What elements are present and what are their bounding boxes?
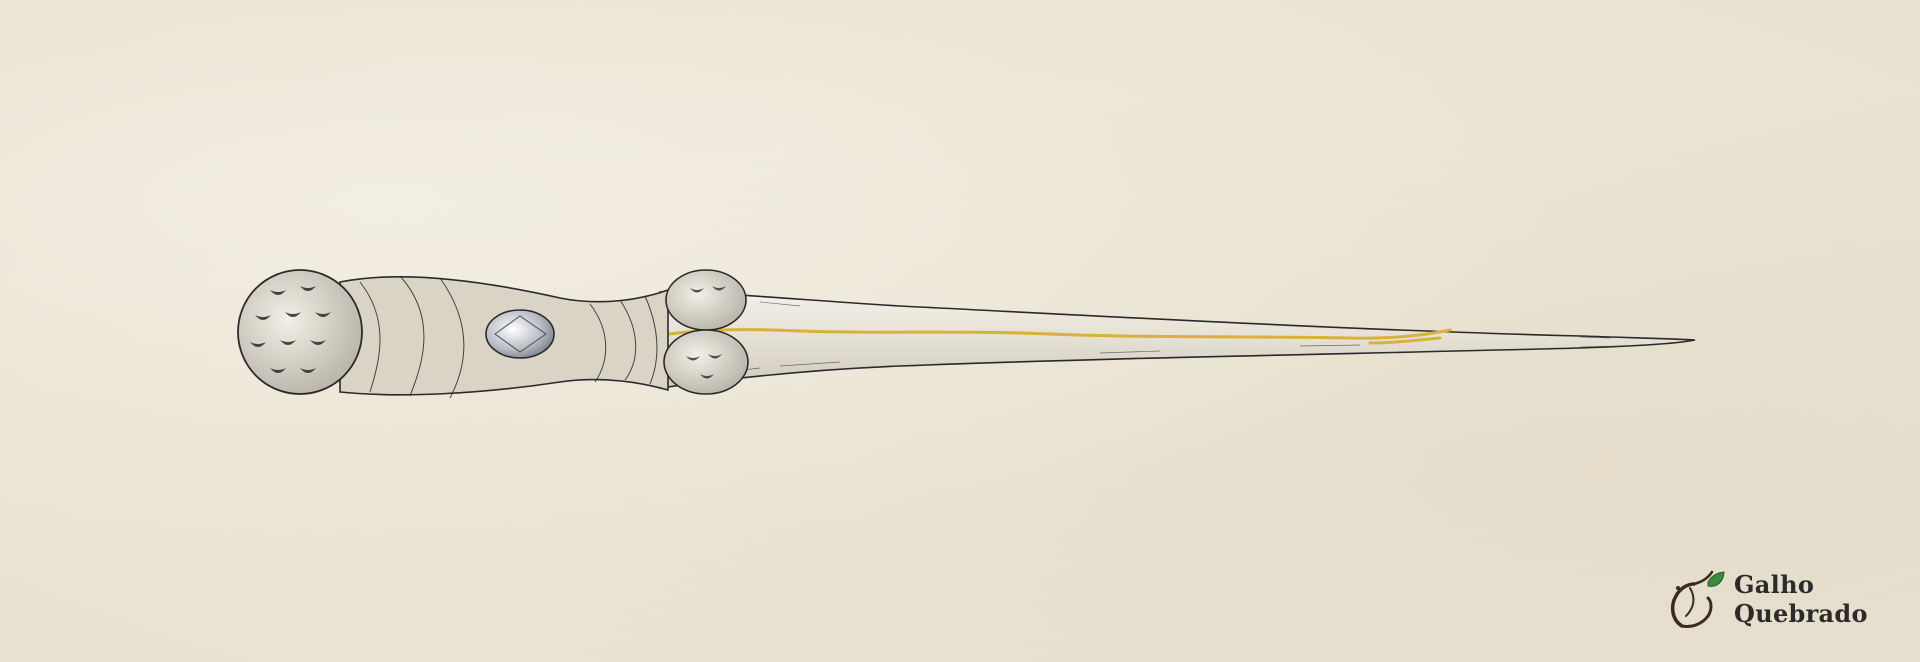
brand-name-line2: Quebrado: [1734, 599, 1868, 628]
branch-leaf-icon: [1668, 568, 1726, 630]
collar-bottom: [664, 330, 748, 394]
wand-pommel: [238, 270, 362, 394]
brand-logo: [1668, 566, 1868, 636]
brand-name-line1: Galho: [1734, 570, 1815, 599]
wand-shaft: [660, 292, 1695, 388]
collar-top: [666, 270, 746, 330]
wand-gem: [486, 310, 554, 358]
brand-name: [1734, 570, 1868, 628]
